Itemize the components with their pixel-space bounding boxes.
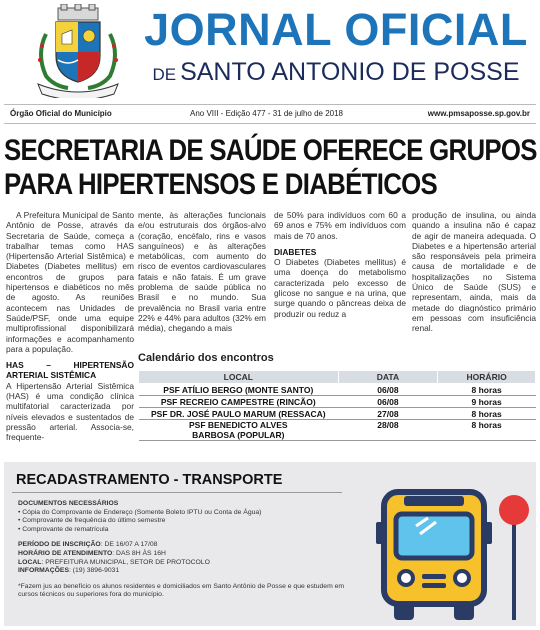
cell-horario: 8 horas	[438, 408, 536, 420]
headline-line-2: PARA HIPERTENSOS E DIABÉTICOS	[4, 168, 438, 201]
column-header-horario: HORÁRIO	[438, 371, 536, 384]
subtitle-city: SANTO ANTONIO DE POSSE	[180, 58, 520, 86]
local-label: LOCAL	[18, 558, 42, 566]
cell-data: 06/08	[338, 396, 438, 408]
cell-horario: 8 horas	[438, 384, 536, 396]
periodo-line	[18, 541, 358, 550]
spacer	[18, 576, 358, 583]
recadastramento-details	[18, 500, 358, 600]
article-paragraph: produção de insulina, ou ainda quando a insulina não é capaz de agir de maneira adequada. O Diabetes e a hipertensão arterial são responsáveis pela primeira causa de mortalidade e de hospitalizações no Sistema Único de Saúde (SUS) e representam, ainda, mais da metade do diagnóstico primário em pessoas com insuficiência renal.	[412, 210, 536, 334]
cell-local: PSF ATÍLIO BERGO (MONTE SANTO)	[139, 384, 339, 396]
article-paragraph: A Prefeitura Municipal de Santo Antônio de Posse, através da Secretaria de Saúde, começa a trabalhar temas como HAS (Hipertensão Arterial Sistêmica) e Diabetes (Diabetes mellitus) em encontros de grupos para hipertensos e diabéticos no mês de agosto. As reuniões acontecem nas Unidades de Saúde/PSF, onde uma equipe multiprofissional disponibilizará informações e acompanhamento para a população.	[6, 210, 134, 354]
local-line	[18, 559, 358, 568]
local-value: : PREFEITURA MUNICIPAL, SETOR DE PROTOCOLO	[41, 558, 210, 566]
edition-infobar	[4, 104, 536, 124]
school-bus-icon	[376, 486, 536, 624]
periodo-label: PERÍODO DE INSCRIÇÃO	[18, 541, 101, 549]
calendar-title: Calendário dos encontros	[138, 352, 274, 364]
website-link[interactable]: www.pmsaposse.sp.gov.br	[427, 109, 530, 118]
cell-data: 06/08	[338, 384, 438, 396]
section-subhead-has: HAS – HIPERTENSÃO ARTERIAL SISTÊMICA	[6, 360, 134, 381]
section-subhead-diabetes: DIABETES	[274, 246, 317, 257]
info-line	[18, 567, 358, 576]
masthead	[0, 0, 540, 100]
subtitle-prefix: DE	[152, 65, 177, 84]
horario-line	[18, 550, 358, 559]
column-header-local: LOCAL	[139, 371, 339, 384]
recadastramento-box	[4, 462, 536, 626]
cell-horario: 8 horas	[438, 420, 536, 441]
article-paragraph: mente, às alterações funcionais e/ou estruturais dos órgãos-alvo (coração, encéfalo, rins e vasos sanguíneos) e às alterações metabólicas, com aumento do risco de eventos cardiovasculares fatais e não fatais. É um grave problema de saúde pública no Brasil e no mundo. Sua prevalência no Brasil varia entre 22% e 44% para adultos (32% em média), chegando a mais	[138, 210, 266, 334]
article-headline	[4, 134, 537, 202]
newspaper-subtitle	[140, 58, 532, 89]
table-row	[139, 384, 536, 396]
doc-item: • Cópia do Comprovante de Endereço (Somente Boleto IPTU ou Conta de Água)	[18, 508, 262, 516]
calendar-table	[138, 370, 536, 441]
column-header-data: DATA	[338, 371, 438, 384]
cell-local: PSF DR. JOSÉ PAULO MARUM (RESSACA)	[139, 408, 339, 420]
article-paragraph: de 50% para indivíduos com 60 a 69 anos e 75% em indivíduos com mais de 70 anos.	[274, 210, 406, 241]
article-column-2	[138, 210, 266, 334]
periodo-value: : DE 16/07 A 17/08	[100, 541, 158, 549]
table-row	[139, 396, 536, 408]
info-label: INFORMAÇÕES	[18, 567, 69, 575]
cell-local: PSF BENEDICTO ALVES BARBOSA (POPULAR)	[139, 420, 339, 441]
horario-label: HORÁRIO DE ATENDIMENTO	[18, 549, 113, 557]
article-column-3	[274, 210, 406, 319]
doc-item: • Comprovante de rematrícula	[18, 525, 109, 533]
headline-line-1: SECRETARIA DE SAÚDE OFERECE GRUPOS	[4, 134, 537, 167]
cell-local: PSF RECREIO CAMPESTRE (RINCÃO)	[139, 396, 339, 408]
organ-label: Órgão Oficial do Município	[10, 109, 112, 118]
cell-data: 27/08	[338, 408, 438, 420]
municipal-crest-icon	[28, 4, 128, 98]
table-row	[139, 408, 536, 420]
table-row	[139, 420, 536, 441]
article-column-4	[412, 210, 536, 334]
cell-data: 28/08	[338, 420, 438, 441]
doc-item: • Comprovante de frequência do último semestre	[18, 517, 166, 525]
divider	[12, 492, 342, 493]
info-value: : (19) 3896-9031	[68, 567, 120, 575]
docs-title: DOCUMENTOS NECESSÁRIOS	[18, 500, 119, 507]
footnote: *Fazem jus ao benefício os alunos residentes e domiciliados em Santo Antônio de Posse e que estudem em cursos técnicos ou superiores fora do município.	[18, 582, 345, 599]
horario-value: : DAS 8H ÀS 16H	[112, 549, 166, 557]
article-column-1	[6, 210, 134, 443]
recadastramento-title: RECADASTRAMENTO - TRANSPORTE	[16, 472, 283, 488]
article-paragraph: A Hipertensão Arterial Sistêmica (HAS) é uma condição clínica multifatorial caracterizada por níveis elevados e sustentados de pressão arterial. Associa-se, frequente-	[6, 380, 134, 443]
article-paragraph: O Diabetes (Diabetes mellitus) é uma doença do metabolismo caracterizada pelo excesso de glicose no sangue e na urina, que surge quando o pâncreas deixa de produzir ou reduz a	[274, 257, 406, 319]
cell-horario: 9 horas	[438, 396, 536, 408]
newspaper-title: JORNAL OFICIAL	[144, 4, 528, 55]
edition-info: Ano VIII - Edição 477 - 31 de julho de 2018	[190, 109, 343, 118]
